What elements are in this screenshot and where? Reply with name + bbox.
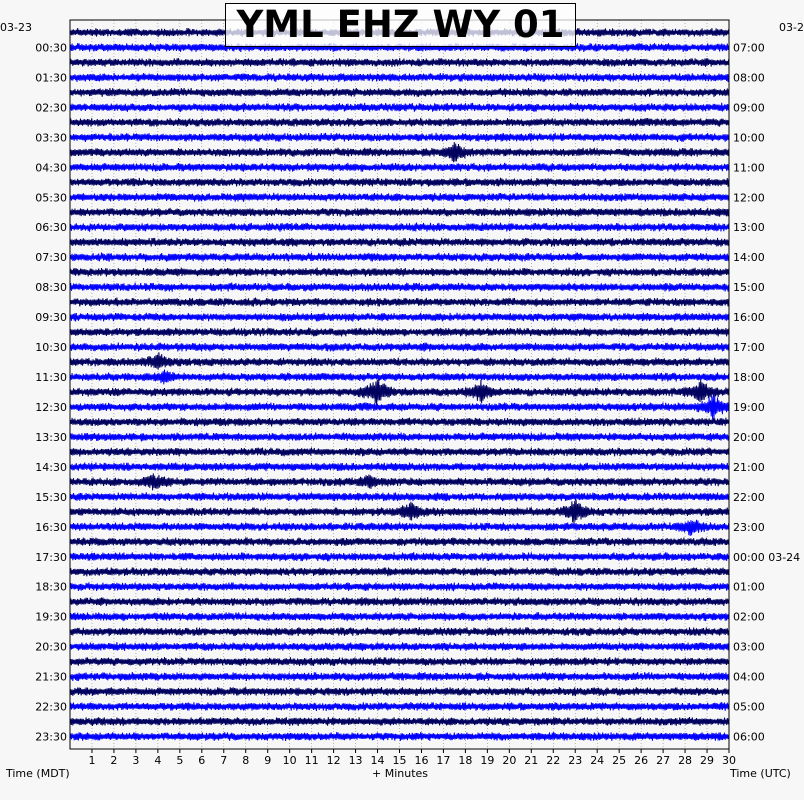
right-axis-label: Time (UTC) [730, 767, 791, 780]
left-time-label: 20:30 [35, 640, 67, 654]
x-tick-label: 11 [304, 754, 319, 767]
left-time-label: 22:30 [35, 700, 67, 714]
right-time-label: 09:00 [733, 101, 765, 115]
seismic-trace [70, 567, 729, 576]
right-time-label: 12:00 [733, 191, 765, 205]
x-tick-label: 19 [480, 754, 495, 767]
right-time-label: 17:00 [733, 341, 765, 355]
x-tick-label: 12 [326, 754, 341, 767]
left-time-label: 00:30 [35, 41, 67, 55]
seismic-traces [70, 28, 729, 741]
x-tick-label: 20 [502, 754, 517, 767]
seismic-trace [70, 462, 729, 471]
seismic-trace [70, 313, 729, 322]
right-time-label: 01:00 [733, 580, 765, 594]
right-time-label: 16:00 [733, 311, 765, 325]
seismic-trace [70, 142, 729, 162]
seismic-trace [70, 702, 729, 711]
seismic-trace [70, 642, 729, 651]
x-tick-label: 26 [634, 754, 649, 767]
right-time-label: 07:00 [733, 41, 765, 55]
right-time-label: 05:00 [733, 700, 765, 714]
x-tick-label: 5 [176, 754, 184, 767]
minute-grid [92, 20, 707, 749]
right-time-label: 04:00 [733, 670, 765, 684]
x-tick-label: 16 [414, 754, 429, 767]
right-time-label: 21:00 [733, 460, 765, 474]
right-time-label: 15:00 [733, 281, 765, 295]
seismic-trace [70, 298, 729, 307]
x-tick-label: 8 [242, 754, 250, 767]
right-time-label: 11:00 [733, 161, 765, 175]
left-time-label: 06:30 [35, 221, 67, 235]
left-time-label: 16:30 [35, 520, 67, 534]
x-tick-label: 2 [110, 754, 118, 767]
x-tick-label: 28 [678, 754, 693, 767]
right-time-label: 19:00 [733, 400, 765, 414]
seismic-trace [70, 582, 729, 591]
x-tick-label: 13 [348, 754, 363, 767]
seismic-trace [70, 732, 729, 741]
left-time-label: 08:30 [35, 281, 67, 295]
right-time-label: 08:00 [733, 71, 765, 85]
x-tick-label: 24 [590, 754, 605, 767]
seismic-trace [70, 597, 729, 606]
right-time-label: 14:00 [733, 251, 765, 265]
left-time-label: 17:30 [35, 550, 67, 564]
x-tick-label: 27 [656, 754, 671, 767]
utc-date-label: 03-2 [779, 21, 804, 34]
x-tick-label: 15 [392, 754, 407, 767]
x-tick-label: 21 [524, 754, 539, 767]
x-tick-labels [88, 749, 736, 767]
right-time-label: 00:00 03-24 [733, 550, 801, 564]
x-tick-label: 29 [700, 754, 715, 767]
seismic-trace [70, 552, 729, 561]
left-time-label: 14:30 [35, 460, 67, 474]
x-tick-label: 4 [154, 754, 162, 767]
left-time-label: 07:30 [35, 251, 67, 265]
seismic-trace [70, 627, 729, 636]
seismic-trace [70, 352, 729, 369]
right-time-label: 06:00 [733, 730, 765, 744]
start-date-label: 03-23 [0, 21, 32, 34]
x-tick-label: 30 [722, 754, 736, 767]
x-tick-label: 23 [568, 754, 583, 767]
seismic-trace [70, 672, 729, 681]
x-tick-label: 10 [282, 754, 297, 767]
right-time-label: 10:00 [733, 131, 765, 145]
x-tick-label: 7 [220, 754, 228, 767]
left-time-label: 15:30 [35, 490, 67, 504]
right-time-label: 02:00 [733, 610, 765, 624]
x-tick-label: 22 [546, 754, 561, 767]
left-time-labels [35, 41, 67, 743]
left-time-label: 01:30 [35, 71, 67, 85]
x-tick-label: 17 [436, 754, 451, 767]
left-axis-label: Time (MDT) [6, 767, 70, 780]
right-time-label: 23:00 [733, 520, 765, 534]
x-axis-label: + Minutes [372, 767, 429, 780]
plot-frame [70, 20, 729, 749]
seismic-trace [70, 418, 729, 427]
x-tick-label: 14 [370, 754, 385, 767]
station-title: YML EHZ WY 01 [225, 3, 576, 47]
right-time-labels [733, 41, 800, 743]
left-time-label: 18:30 [35, 580, 67, 594]
left-time-label: 19:30 [35, 610, 67, 624]
left-time-label: 13:30 [35, 430, 67, 444]
left-time-label: 10:30 [35, 341, 67, 355]
left-time-label: 02:30 [35, 101, 67, 115]
seismic-trace [70, 492, 729, 501]
left-time-label: 11:30 [35, 371, 67, 385]
seismic-trace [70, 268, 729, 277]
x-tick-label: 1 [88, 754, 96, 767]
left-time-label: 04:30 [35, 161, 67, 175]
x-tick-label: 6 [198, 754, 206, 767]
left-time-label: 12:30 [35, 400, 67, 414]
right-time-label: 20:00 [733, 430, 765, 444]
seismic-trace [70, 717, 729, 726]
left-time-label: 21:30 [35, 670, 67, 684]
right-time-label: 18:00 [733, 371, 765, 385]
x-tick-label: 25 [612, 754, 627, 767]
right-time-label: 22:00 [733, 490, 765, 504]
left-time-label: 05:30 [35, 191, 67, 205]
x-tick-label: 3 [132, 754, 140, 767]
x-tick-label: 18 [458, 754, 473, 767]
seismic-trace [70, 537, 729, 546]
right-time-label: 13:00 [733, 221, 765, 235]
seismic-trace [70, 657, 729, 666]
seismic-trace [70, 473, 729, 490]
left-time-label: 03:30 [35, 131, 67, 145]
left-time-label: 09:30 [35, 311, 67, 325]
seismic-trace [70, 687, 729, 696]
seismic-trace [70, 612, 729, 621]
right-time-label: 03:00 [733, 640, 765, 654]
x-tick-label: 9 [264, 754, 272, 767]
left-time-label: 23:30 [35, 730, 67, 744]
